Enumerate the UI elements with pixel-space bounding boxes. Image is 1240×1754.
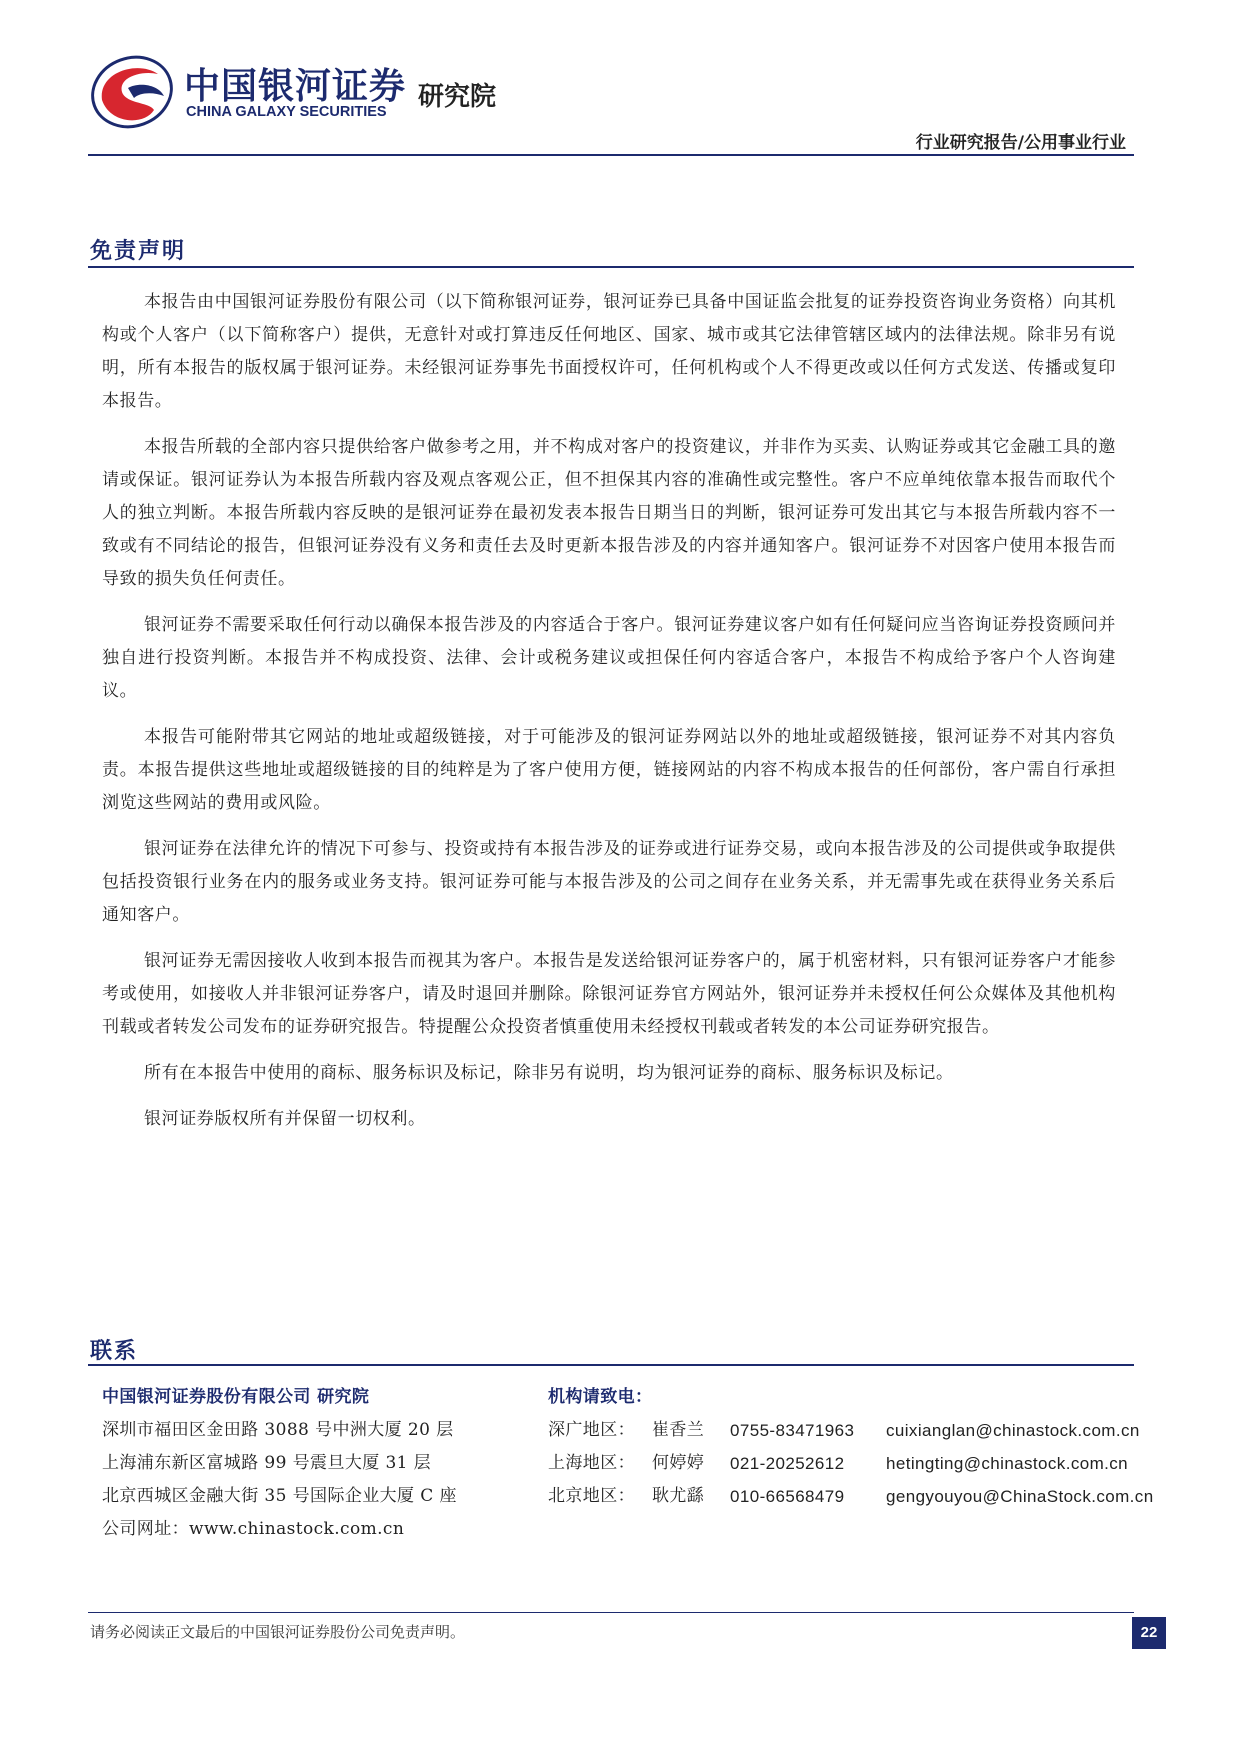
galaxy-logo-icon [88, 52, 176, 130]
address-shenzhen: 深圳市福田区金田路 3088 号中洲大厦 20 层 [102, 1420, 454, 1440]
brand-name-en: CHINA GALAXY SECURITIES [186, 104, 387, 120]
company-website[interactable]: 公司网址：www.chinastock.com.cn [102, 1519, 405, 1539]
rep-region: 深广地区： [548, 1420, 635, 1440]
disclaimer-paragraph: 本报告所载的全部内容只提供给客户做参考之用，并不构成对客户的投资建议，并非作为买卖、认购证券或其它金融工具的邀请或保证。银河证券认为本报告所载内容及观点客观公正，但不担保其内容的准确性或完整性。客户不应单纯依靠本报告而取代个人的独立判断。本报告所载内容反映的是银河证券在最初发表本报告日期当日的判断，银河证券可发出其它与本报告所载内容不一致或有不同结论的报告，但银河证券没有义务和责任去及时更新本报告涉及的内容并通知客户。银河证券不对因客户使用本报告而导致的损失负任何责任。 [102, 437, 1116, 589]
page-number: 22 [1132, 1617, 1166, 1649]
rep-phone: 0755-83471963 [730, 1421, 855, 1440]
rep-row [548, 1447, 1168, 1480]
disclaimer-divider [88, 266, 1134, 268]
disclaimer-paragraph: 本报告由中国银河证券股份有限公司（以下简称银河证券，银河证券已具备中国证监会批复的证券投资咨询业务资格）向其机构或个人客户（以下简称客户）提供，无意针对或打算违反任何地区、国家、城市或其它法律管辖区域内的法律法规。除非另有说明，所有本报告的版权属于银河证券。未经银河证券事先书面授权许可，任何机构或个人不得更改或以任何方式发送、传播或复印本报告。 [102, 292, 1116, 411]
report-type: 行业研究报告/公用事业行业 [915, 133, 1126, 153]
rep-region: 上海地区： [548, 1453, 635, 1473]
contact-reps-block [548, 1381, 1168, 1513]
address-beijing: 北京西城区金融大街 35 号国际企业大厦 C 座 [102, 1486, 457, 1506]
rep-name: 耿尤繇 [652, 1486, 705, 1506]
institute-label: 研究院 [418, 82, 497, 112]
contact-company-block [102, 1381, 522, 1546]
contact-divider [88, 1364, 1134, 1366]
rep-name: 何婷婷 [652, 1453, 705, 1473]
rep-email[interactable]: cuixianglan@chinastock.com.cn [886, 1421, 1140, 1440]
disclaimer-paragraph: 银河证券不需要采取任何行动以确保本报告涉及的内容适合于客户。银河证券建议客户如有任何疑问应当咨询证券投资顾问并独自进行投资判断。本报告并不构成投资、法律、会计或税务建议或担保任何内容适合客户，本报告不构成给予客户个人咨询建议。 [102, 615, 1116, 701]
disclaimer-title: 免责声明 [90, 239, 187, 264]
rep-region: 北京地区： [548, 1486, 635, 1506]
rep-row [548, 1480, 1168, 1513]
disclaimer-paragraph: 所有在本报告中使用的商标、服务标识及标记，除非另有说明，均为银河证券的商标、服务标识及标记。 [144, 1063, 954, 1083]
rep-email[interactable]: hetingting@chinastock.com.cn [886, 1454, 1129, 1473]
rep-phone: 010-66568479 [730, 1487, 845, 1506]
rep-email[interactable]: gengyouyou@ChinaStock.com.cn [886, 1487, 1154, 1506]
brand-name-cn: 中国银河证券 [184, 66, 407, 107]
address-shanghai: 上海浦东新区富城路 99 号震旦大厦 31 层 [102, 1453, 432, 1473]
header-divider [88, 154, 1134, 156]
disclaimer-body [102, 286, 1116, 1149]
rep-name: 崔香兰 [652, 1420, 705, 1440]
company-name: 中国银河证券股份有限公司 研究院 [102, 1387, 370, 1407]
footer-divider [88, 1612, 1134, 1613]
page-header [88, 52, 1134, 156]
disclaimer-paragraph: 本报告可能附带其它网站的地址或超级链接，对于可能涉及的银河证券网站以外的地址或超级链接，银河证券不对其内容负责。本报告提供这些地址或超级链接的目的纯粹是为了客户使用方便，链接网站的内容不构成本报告的任何部份，客户需自行承担浏览这些网站的费用或风险。 [102, 727, 1116, 813]
inst-contact-heading: 机构请致电： [548, 1387, 653, 1407]
footer-note: 请务必阅读正文最后的中国银河证券股份公司免责声明。 [90, 1623, 466, 1641]
disclaimer-paragraph: 银河证券在法律允许的情况下可参与、投资或持有本报告涉及的证券或进行证券交易，或向本报告涉及的公司提供或争取提供包括投资银行业务在内的服务或业务支持。银河证券可能与本报告涉及的公司之间存在业务关系，并无需事先或在获得业务关系后通知客户。 [102, 839, 1116, 925]
disclaimer-paragraph: 银河证券版权所有并保留一切权利。 [144, 1109, 426, 1129]
rep-phone: 021-20252612 [730, 1454, 845, 1473]
disclaimer-paragraph: 银河证券无需因接收人收到本报告而视其为客户。本报告是发送给银河证券客户的，属于机密材料，只有银河证券客户才能参考或使用，如接收人并非银河证券客户，请及时退回并删除。除银河证券官方网站外，银河证券并未授权任何公众媒体及其他机构刊载或者转发公司发布的证券研究报告。特提醒公众投资者慎重使用未经授权刊载或者转发的本公司证券研究报告。 [102, 951, 1116, 1037]
contact-title: 联系 [90, 1339, 139, 1364]
rep-row [548, 1414, 1168, 1447]
